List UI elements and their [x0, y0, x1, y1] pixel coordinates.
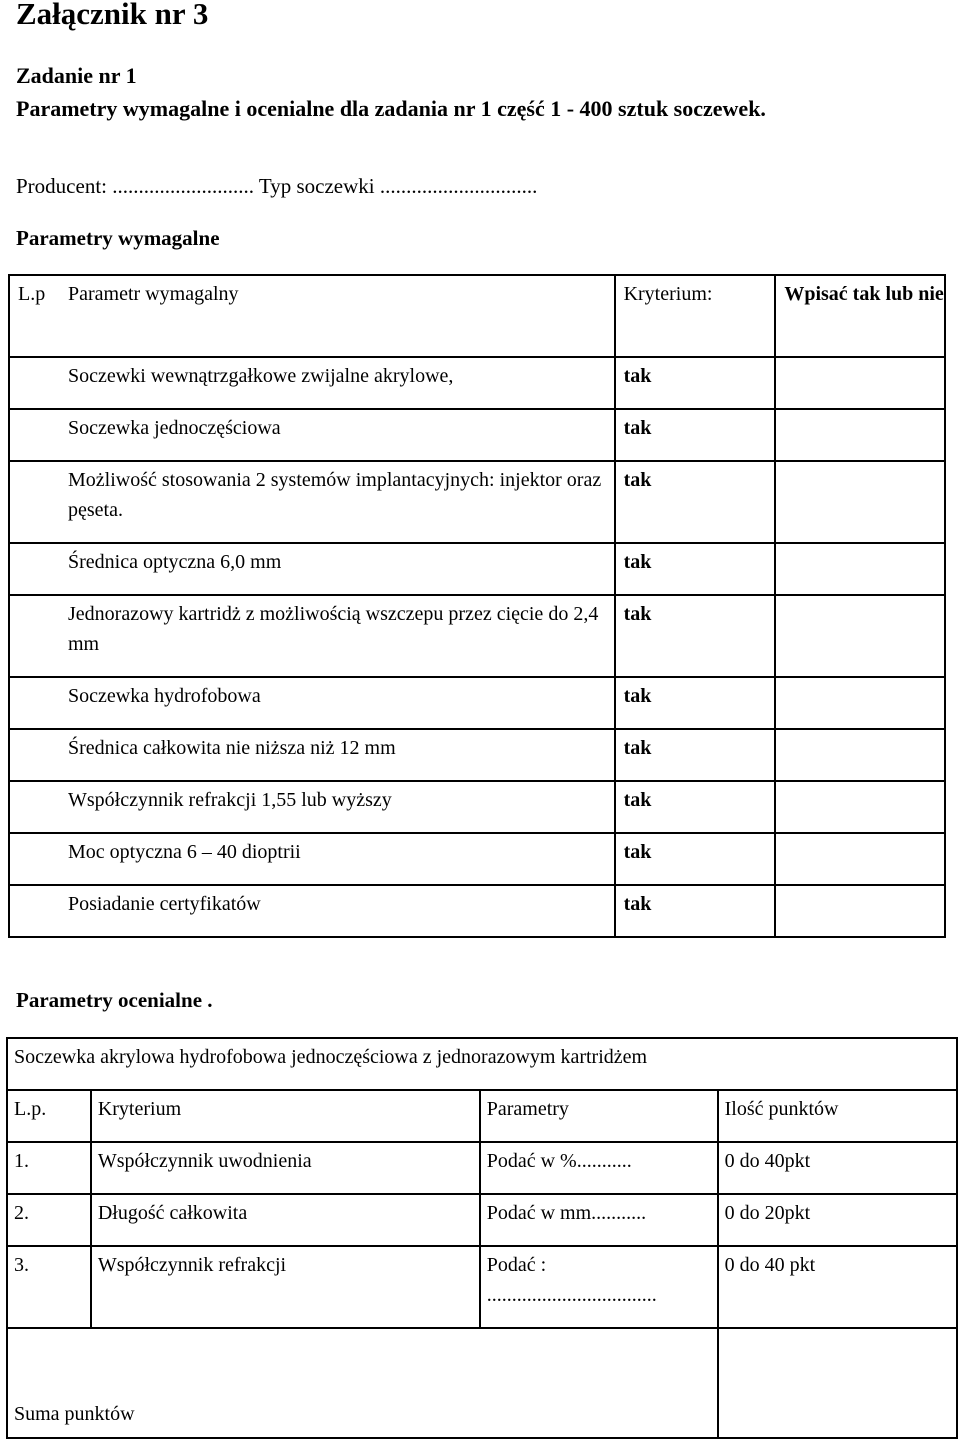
row-criterion: Długość całkowita [91, 1194, 480, 1246]
answer-cell[interactable] [775, 357, 945, 409]
row-param: Jednorazowy kartridż z możliwością wszczepu przez cięcie do 2,4 mm [68, 603, 599, 655]
row-criterion: tak [615, 409, 776, 461]
table-row [9, 461, 945, 543]
row-lp [18, 361, 68, 391]
header-lp: L.p. [7, 1090, 91, 1142]
param-cell [9, 729, 615, 781]
answer-cell[interactable] [775, 729, 945, 781]
table-row [7, 1246, 957, 1328]
task-heading: Zadanie nr 1 [16, 63, 137, 88]
param-cell [9, 677, 615, 729]
row-lp [18, 681, 68, 711]
sum-value-cell[interactable] [718, 1328, 957, 1438]
param-cell [9, 833, 615, 885]
row-criterion: tak [615, 885, 776, 937]
table-row [7, 1194, 957, 1246]
param-cell [9, 357, 615, 409]
table-header-row [7, 1090, 957, 1142]
param-cell [9, 461, 615, 543]
row-params[interactable]: Podać w %........... [480, 1142, 718, 1194]
answer-cell[interactable] [775, 677, 945, 729]
row-params[interactable]: Podać : .................................. [480, 1246, 718, 1328]
row-criterion: tak [615, 729, 776, 781]
table-row [9, 357, 945, 409]
table-row [9, 409, 945, 461]
row-lp: 3. [7, 1246, 91, 1328]
required-parameters-table [8, 274, 946, 938]
row-lp [18, 547, 68, 577]
row-criterion: tak [615, 357, 776, 409]
table-row [9, 729, 945, 781]
row-lp [18, 599, 68, 629]
page-title: Załącznik nr 3 [16, 0, 209, 31]
producer-line: Producent: ........................... Typ soczewki .............................. [16, 174, 538, 198]
row-criterion: tak [615, 543, 776, 595]
answer-cell[interactable] [775, 543, 945, 595]
required-section-title: Parametry wymagalne [16, 226, 220, 250]
header-params: Parametry [480, 1090, 718, 1142]
table-caption: Soczewka akrylowa hydrofobowa jednoczęściowa z jednorazowym kartridżem [7, 1038, 957, 1090]
row-param: Soczewki wewnątrzgałkowe zwijalne akrylowe, [68, 365, 454, 387]
row-points: 0 do 20pkt [718, 1194, 957, 1246]
row-param: Posiadanie certyfikatów [68, 893, 261, 915]
table-row [9, 543, 945, 595]
row-criterion: tak [615, 833, 776, 885]
param-cell [9, 595, 615, 677]
sum-row [7, 1328, 957, 1438]
row-criterion: tak [615, 781, 776, 833]
scored-parameters-table [6, 1037, 958, 1439]
table-header-row [9, 275, 945, 357]
row-lp [18, 465, 68, 495]
row-param: Możliwość stosowania 2 systemów implantacyjnych: injektor oraz pęseta. [68, 469, 602, 521]
param-cell [9, 543, 615, 595]
row-criterion: tak [615, 461, 776, 543]
row-points: 0 do 40 pkt [718, 1246, 957, 1328]
scored-section-title: Parametry ocenialne . [16, 988, 213, 1012]
table-row [9, 595, 945, 677]
row-criterion: tak [615, 677, 776, 729]
row-param: Średnica całkowita nie niższa niż 12 mm [68, 737, 396, 759]
answer-cell[interactable] [775, 461, 945, 543]
row-lp: 2. [7, 1194, 91, 1246]
row-criterion: tak [615, 595, 776, 677]
answer-cell[interactable] [775, 833, 945, 885]
row-lp [18, 733, 68, 763]
row-param: Moc optyczna 6 – 40 dioptrii [68, 841, 301, 863]
row-param: Soczewka hydrofobowa [68, 685, 261, 707]
param-cell [9, 409, 615, 461]
answer-cell[interactable] [775, 595, 945, 677]
row-lp [18, 889, 68, 919]
row-param: Soczewka jednoczęściowa [68, 417, 281, 439]
row-params[interactable]: Podać w mm........... [480, 1194, 718, 1246]
header-criterion: Kryterium [91, 1090, 480, 1142]
caption-row [7, 1038, 957, 1090]
row-lp [18, 837, 68, 867]
task-subtitle: Parametry wymagalne i ocenialne dla zadania nr 1 część 1 - 400 sztuk soczewek. [16, 96, 766, 121]
header-criterion: Kryterium: [615, 275, 776, 357]
table-row [9, 833, 945, 885]
row-lp [18, 785, 68, 815]
row-lp [18, 413, 68, 443]
header-param-cell [9, 275, 615, 357]
row-points: 0 do 40pkt [718, 1142, 957, 1194]
table-row [9, 677, 945, 729]
row-lp: 1. [7, 1142, 91, 1194]
param-cell [9, 781, 615, 833]
row-param: Średnica optyczna 6,0 mm [68, 551, 282, 573]
header-points: Ilość punktów [718, 1090, 957, 1142]
header-answer: Wpisać tak lub nie [775, 275, 945, 357]
answer-cell[interactable] [775, 409, 945, 461]
table-row [7, 1142, 957, 1194]
header-param: Parametr wymagalny [68, 283, 239, 305]
answer-cell[interactable] [775, 781, 945, 833]
sum-label: Suma punktów [7, 1328, 718, 1438]
header-lp: L.p [18, 283, 46, 305]
row-param: Współczynnik refrakcji 1,55 lub wyższy [68, 789, 392, 811]
row-criterion: Współczynnik refrakcji [91, 1246, 480, 1328]
param-cell [9, 885, 615, 937]
table-row [9, 885, 945, 937]
table-row [9, 781, 945, 833]
row-criterion: Współczynnik uwodnienia [91, 1142, 480, 1194]
answer-cell[interactable] [775, 885, 945, 937]
